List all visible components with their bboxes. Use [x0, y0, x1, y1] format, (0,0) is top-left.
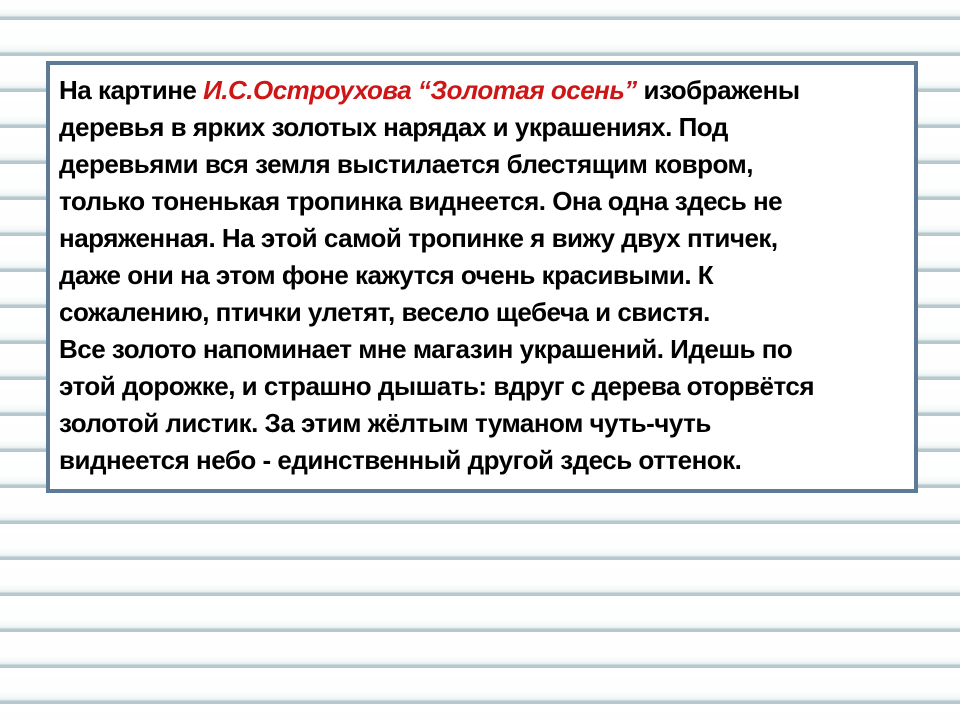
text-line: Все золото напоминает мне магазин украшений. Идешь по — [59, 334, 793, 364]
painting-title: И.С.Остроухова “Золотая осень” — [203, 75, 637, 105]
text-line: деревья в ярких золотых нарядах и украшениях. Под — [59, 112, 728, 142]
text-line: даже они на этом фоне кажутся очень красивыми. К — [59, 260, 714, 290]
text-line: сожалению, птички улетят, весело щебеча и свистя. — [59, 297, 710, 327]
text-line: виднеется небо - единственный другой здесь оттенок. — [59, 445, 742, 475]
text-line: наряженная. На этой самой тропинке я вижу двух птичек, — [59, 223, 778, 253]
line1-prefix: На картине — [59, 75, 204, 105]
text-line — [59, 72, 906, 109]
text-line: этой дорожке, и страшно дышать: вдруг с дерева оторвётся — [59, 371, 815, 401]
text-panel — [46, 61, 918, 493]
text-line: только тоненькая тропинка виднеется. Она одна здесь не — [59, 186, 783, 216]
text-line: золотой листик. За этим жёлтым туманом чуть-чуть — [59, 408, 711, 438]
text-line: деревьями вся земля выстилается блестящим ковром, — [59, 149, 753, 179]
line1-suffix: изображены — [636, 75, 800, 105]
